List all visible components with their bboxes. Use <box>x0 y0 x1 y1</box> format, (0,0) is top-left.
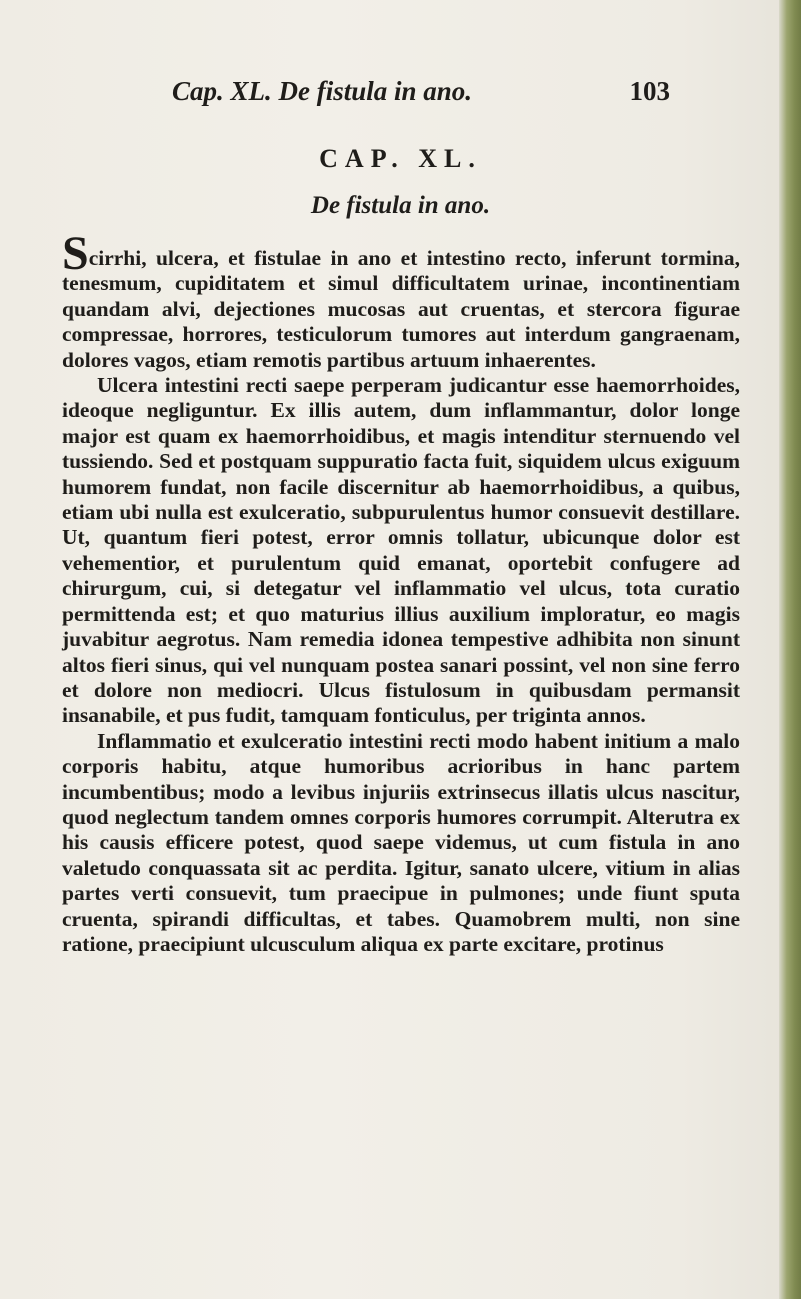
page-number: 103 <box>629 76 670 106</box>
chapter-subtitle: De fistula in ano. <box>310 192 491 219</box>
paragraph-1 <box>62 227 740 373</box>
running-head-title: Cap. XL. De fistula in ano. <box>172 76 473 106</box>
paragraph-1-text: cirrhi, ulcera, et fistulae in ano et intestino recto, inferunt tormina, tenesmum, cupiditatem et simul difficultatem urinae, incontinentiam quandam alvi, dejectiones mucosas aut cruentas, et stercora figurae compressae, horrores, testiculorum tumores aut interdum gangraenam, dolores vagos, etiam remotis partibus artuum inhaerentes. <box>62 246 740 372</box>
body-text <box>62 227 740 957</box>
drop-cap: S <box>62 227 89 280</box>
paragraph-3: Inflammatio et exulceratio intestini recti modo habent initium a malo corporis habitu, atque humoribus acrioribus in hanc partem incumbentibus; modo a levibus injuriis extrinsecus illatis ulcus nascitur, quod neglectum tandem omnes corporis humores corrumpit. Alterutra ex his causis efficere potest, quod saepe videmus, ut cum fistula in ano valetudo conquassata sit ac perdita. Igitur, sanato ulcere, vitium in alias partes verti consuevit, tum praecipue in pulmones; unde fiunt sputa cruenta, spirandi difficultas, et tabes. Quamobrem multi, non sine ratione, praecipiunt ulcusculum aliqua ex parte excitare, protinus <box>62 728 740 956</box>
chapter-heading: CAP. XL. <box>319 144 482 173</box>
paragraph-2: Ulcera intestini recti saepe perperam judicantur esse haemorrhoides, ideoque negliguntur. Ex illis autem, dum inflammantur, dolor longe major est quam ex haemorrhoidibus, et magis intenditur sternuendo vel tussiendo. Sed et postquam suppuratio facta fuit, siquidem ulcus exiguum humorem fundat, non facile discernitur ab haemorrhoidibus, a quibus, etiam ubi nulla est exulceratio, subpurulentus humor consuevit destillare. Ut, quantum fieri potest, error omnis tollatur, ubicunque dolor est vehementior, et purulentum quid emanat, oportebit confugere ad chirurgum, cui, si detegatur vel inflammatio vel ulcus, tota curatio permittenda est; et quo maturius illius auxilium imploratur, eo magis juvabitur aegrotus. Nam remedia idonea tempestive adhibita non sinunt altos fieri sinus, qui vel nunquam postea sanari possint, vel non sine ferro et dolore non mediocri. Ulcus fistulosum in quibusdam permansit insanabile, et pus fudit, tamquam fonticulus, per triginta annos. <box>62 373 740 728</box>
running-head <box>160 70 670 110</box>
